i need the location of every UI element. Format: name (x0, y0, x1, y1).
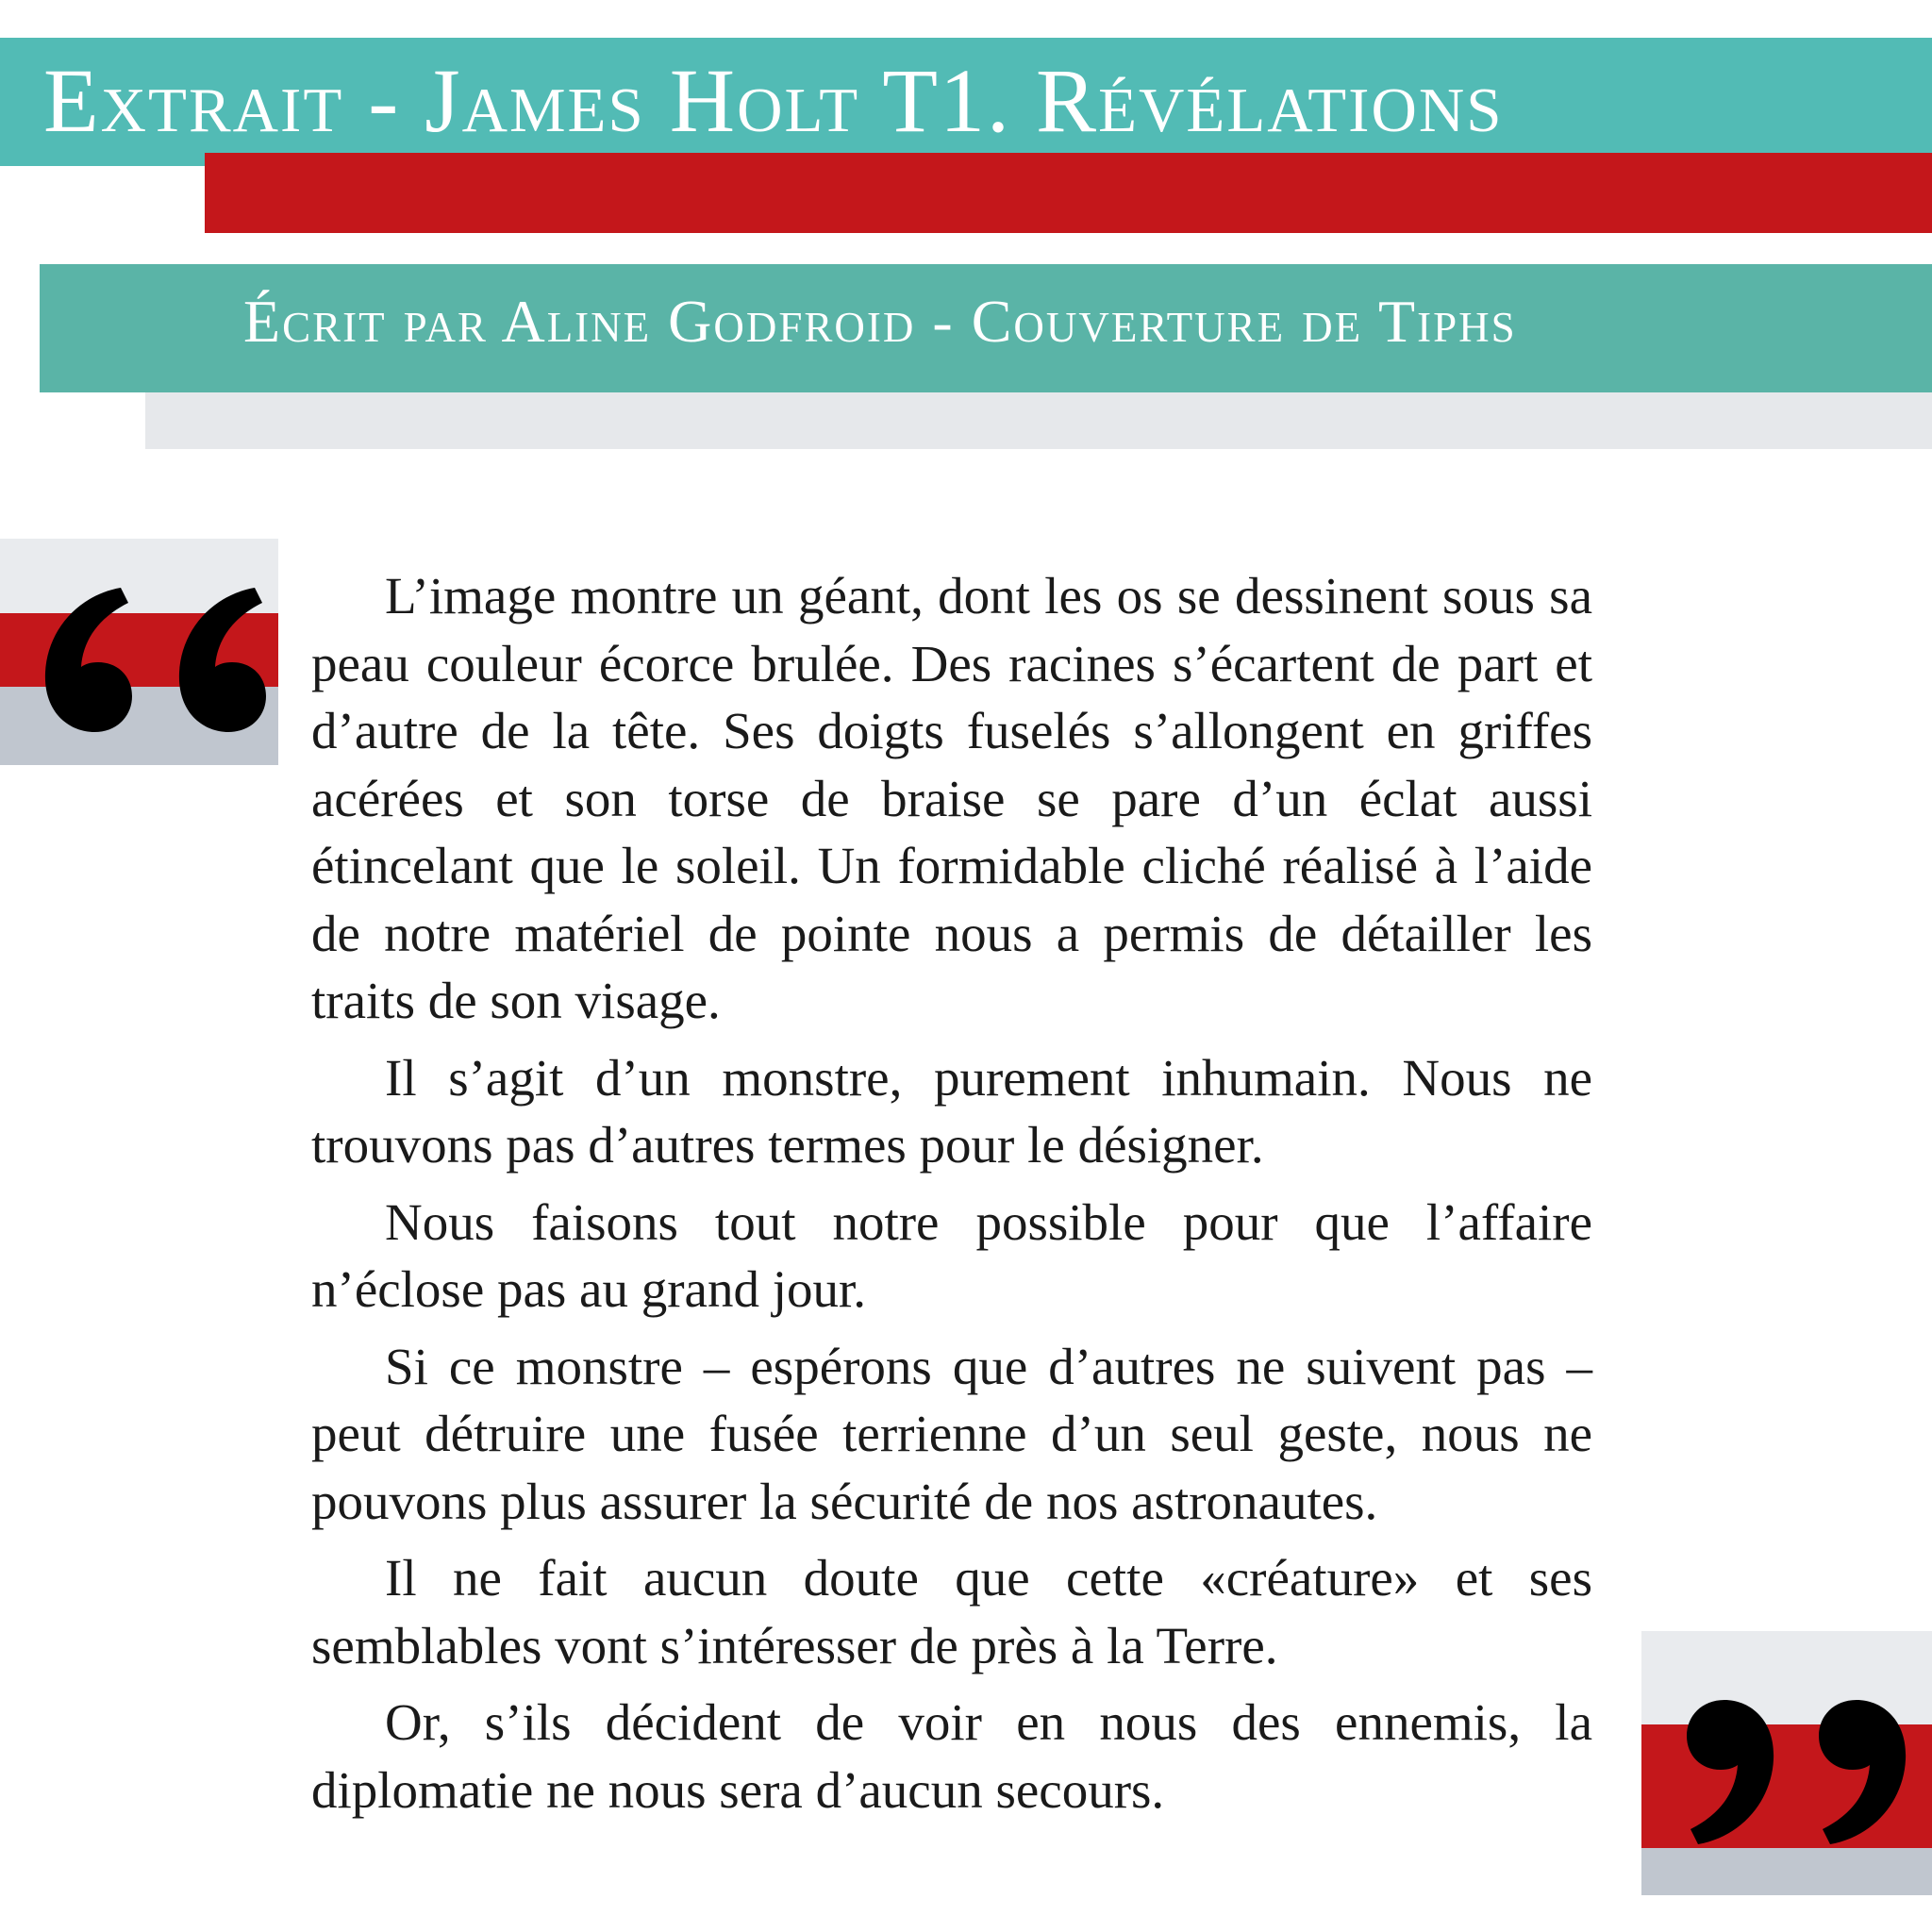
excerpt-paragraph: Nous faisons tout notre possible pour que l’affaire n’éclose pas au grand jour. (311, 1192, 1592, 1318)
page-title: Extrait - James Holt T1. Révélations (43, 50, 1504, 151)
excerpt-paragraph: Il s’agit d’un monstre, purement inhumain. Nous ne trouvons pas d’autres termes pour le désigner. (311, 1048, 1592, 1174)
excerpt-paragraph: L’image montre un géant, dont les os se dessinent sous sa peau couleur écorce brulée. Des racines s’écartent de part et d’autre de la tête. Ses doigts fuselés s’allongent en griffes acérées et son torse de braise se pare d’un éclat aussi étincelant que le soleil. Un formidable cliché réalisé à l’aide de notre matériel de pointe nous a permis de détailler les traits de son visage. (311, 567, 1592, 1029)
opening-quote-box (0, 539, 278, 765)
excerpt-paragraph: Si ce monstre – espérons que d’autres ne suivent pas – peut détruire une fusée terrienne d’un seul geste, nous ne pouvons plus assurer la sécurité de nos astronautes. (311, 1337, 1592, 1530)
page-subtitle: Écrit par Aline Godfroid - Couverture de Tiphs (243, 288, 1517, 355)
excerpt-paragraph: Or, s’ils décident de voir en nous des ennemis, la diplomatie ne nous sera d’aucun secours. (311, 1693, 1592, 1819)
title-red-bar (205, 153, 1932, 233)
excerpt-body (311, 562, 1592, 1833)
closing-quote-mark-icon (1641, 1631, 1932, 1895)
excerpt-paragraph: Il ne fait aucun doute que cette «créature» et ses semblables vont s’intéresser de près à la Terre. (311, 1549, 1592, 1674)
closing-quote-box (1641, 1631, 1932, 1895)
subtitle-grey-bar (145, 392, 1932, 449)
opening-quote-mark-icon (0, 539, 278, 765)
